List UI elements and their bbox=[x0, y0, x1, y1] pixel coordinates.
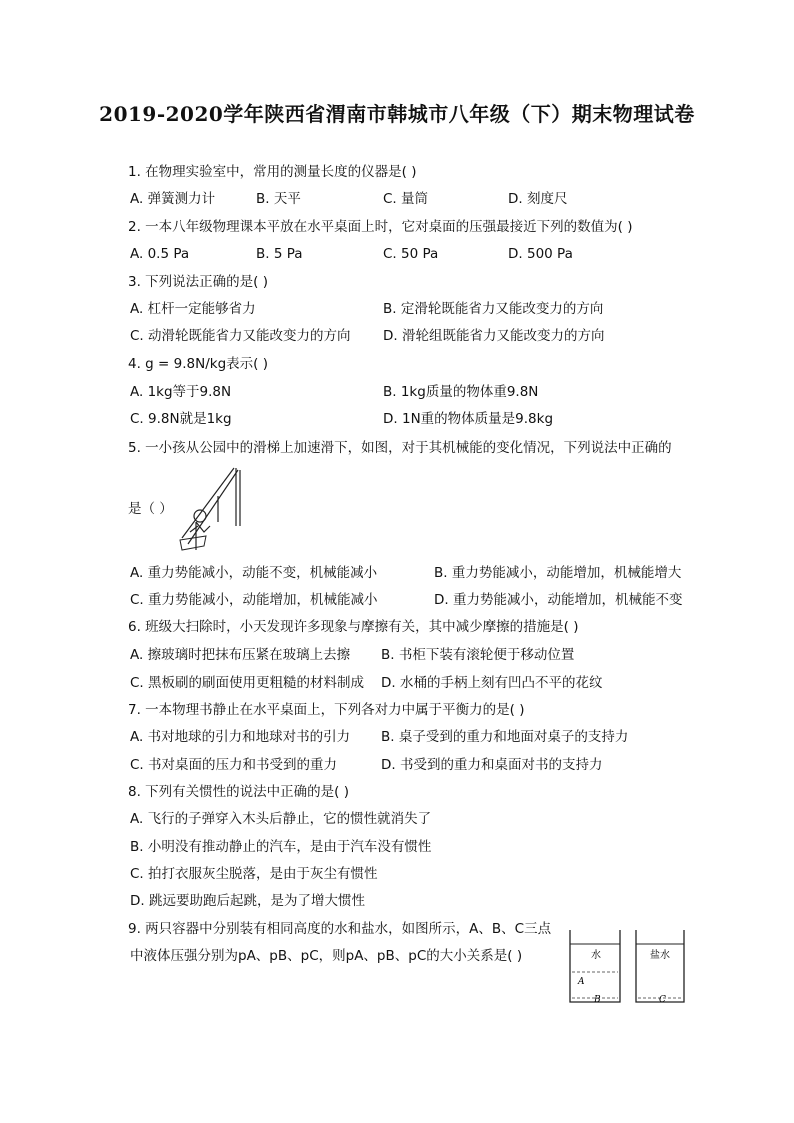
q6-option-b: B. 书柜下装有滚轮便于移动位置 bbox=[381, 647, 575, 663]
question-3: 3. 下列说法正确的是( ) bbox=[128, 274, 268, 290]
q4-option-b: B. 1kg质量的物体重9.8N bbox=[383, 384, 539, 400]
q1-option-c: C. 量筒 bbox=[383, 191, 429, 207]
q2-option-d: D. 500 Pa bbox=[508, 246, 573, 262]
point-c-label: C bbox=[659, 995, 666, 1005]
q4-option-a: A. 1kg等于9.8N bbox=[130, 384, 232, 400]
slide-figure bbox=[176, 466, 250, 554]
q6-option-d: D. 水桶的手柄上刻有凹凸不平的花纹 bbox=[381, 675, 603, 691]
question-8: 8. 下列有关惯性的说法中正确的是( ) bbox=[128, 784, 349, 800]
q5-option-c: C. 重力势能减小，动能增加，机械能减小 bbox=[130, 592, 378, 608]
q1-option-b: B. 天平 bbox=[256, 191, 301, 207]
q2-option-b: B. 5 Pa bbox=[256, 246, 303, 262]
saltwater-label: 盐水 bbox=[650, 950, 670, 961]
q3-option-a: A. 杠杆一定能够省力 bbox=[130, 301, 256, 317]
question-9-cont: 中液体压强分别为pA、pB、pC，则pA、pB、pC的大小关系是( ) bbox=[130, 948, 523, 964]
q3-option-b: B. 定滑轮既能省力又能改变力的方向 bbox=[383, 301, 604, 317]
q7-option-d: D. 书受到的重力和桌面对书的支持力 bbox=[381, 757, 603, 773]
q8-option-b: B. 小明没有推动静止的汽车，是由于汽车没有惯性 bbox=[130, 839, 432, 855]
question-5: 5. 一小孩从公园中的滑梯上加速滑下，如图，对于其机械能的变化情况，下列说法中正确的 bbox=[128, 440, 672, 456]
question-9: 9. 两只容器中分别装有相同高度的水和盐水，如图所示，A、B、C三点 bbox=[128, 921, 552, 937]
page-title: 2019-2020学年陕西省渭南市韩城市八年级（下）期末物理试卷 bbox=[99, 102, 695, 126]
q2-option-a: A. 0.5 Pa bbox=[130, 246, 190, 262]
q7-option-a: A. 书对地球的引力和地球对书的引力 bbox=[130, 729, 351, 745]
point-a-label: A bbox=[578, 977, 585, 987]
q4-option-c: C. 9.8N就是1kg bbox=[130, 411, 232, 427]
q1-option-a: A. 弹簧测力计 bbox=[130, 191, 216, 207]
q7-option-b: B. 桌子受到的重力和地面对桌子的支持力 bbox=[381, 729, 629, 745]
q5-option-b: B. 重力势能减小，动能增加，机械能增大 bbox=[434, 565, 682, 581]
question-6: 6. 班级大扫除时，小天发现许多现象与摩擦有关，其中减少摩擦的措施是( ) bbox=[128, 619, 579, 635]
question-4: 4. g = 9.8N/kg表示( ) bbox=[128, 356, 268, 372]
q6-option-a: A. 擦玻璃时把抹布压紧在玻璃上去擦 bbox=[130, 647, 351, 663]
point-b-label: B bbox=[594, 995, 601, 1005]
q8-option-c: C. 拍打衣服灰尘脱落，是由于灰尘有惯性 bbox=[130, 866, 378, 882]
water-label: 水 bbox=[591, 950, 601, 961]
question-7: 7. 一本物理书静止在水平桌面上，下列各对力中属于平衡力的是( ) bbox=[128, 702, 525, 718]
q6-option-c: C. 黑板刷的刷面使用更粗糙的材料制成 bbox=[130, 675, 365, 691]
q8-option-d: D. 跳远要助跑后起跳，是为了增大惯性 bbox=[130, 893, 365, 909]
question-2: 2. 一本八年级物理课本平放在水平桌面上时，它对桌面的压强最接近下列的数值为( ) bbox=[128, 219, 633, 235]
question-1: 1. 在物理实验室中，常用的测量长度的仪器是( ) bbox=[128, 164, 417, 180]
question-5-cont: 是（ ） bbox=[128, 501, 173, 517]
q3-option-c: C. 动滑轮既能省力又能改变力的方向 bbox=[130, 328, 351, 344]
q8-option-a: A. 飞行的子弹穿入木头后静止，它的惯性就消失了 bbox=[130, 811, 432, 827]
q5-option-d: D. 重力势能减小，动能增加，机械能不变 bbox=[434, 592, 683, 608]
q5-option-a: A. 重力势能减小，动能不变，机械能减小 bbox=[130, 565, 378, 581]
q1-option-d: D. 刻度尺 bbox=[508, 191, 568, 207]
q2-option-c: C. 50 Pa bbox=[383, 246, 439, 262]
q4-option-d: D. 1N重的物体质量是9.8kg bbox=[383, 411, 554, 427]
q7-option-c: C. 书对桌面的压力和书受到的重力 bbox=[130, 757, 338, 773]
container-figure bbox=[566, 926, 688, 1008]
q3-option-d: D. 滑轮组既能省力又能改变力的方向 bbox=[383, 328, 605, 344]
